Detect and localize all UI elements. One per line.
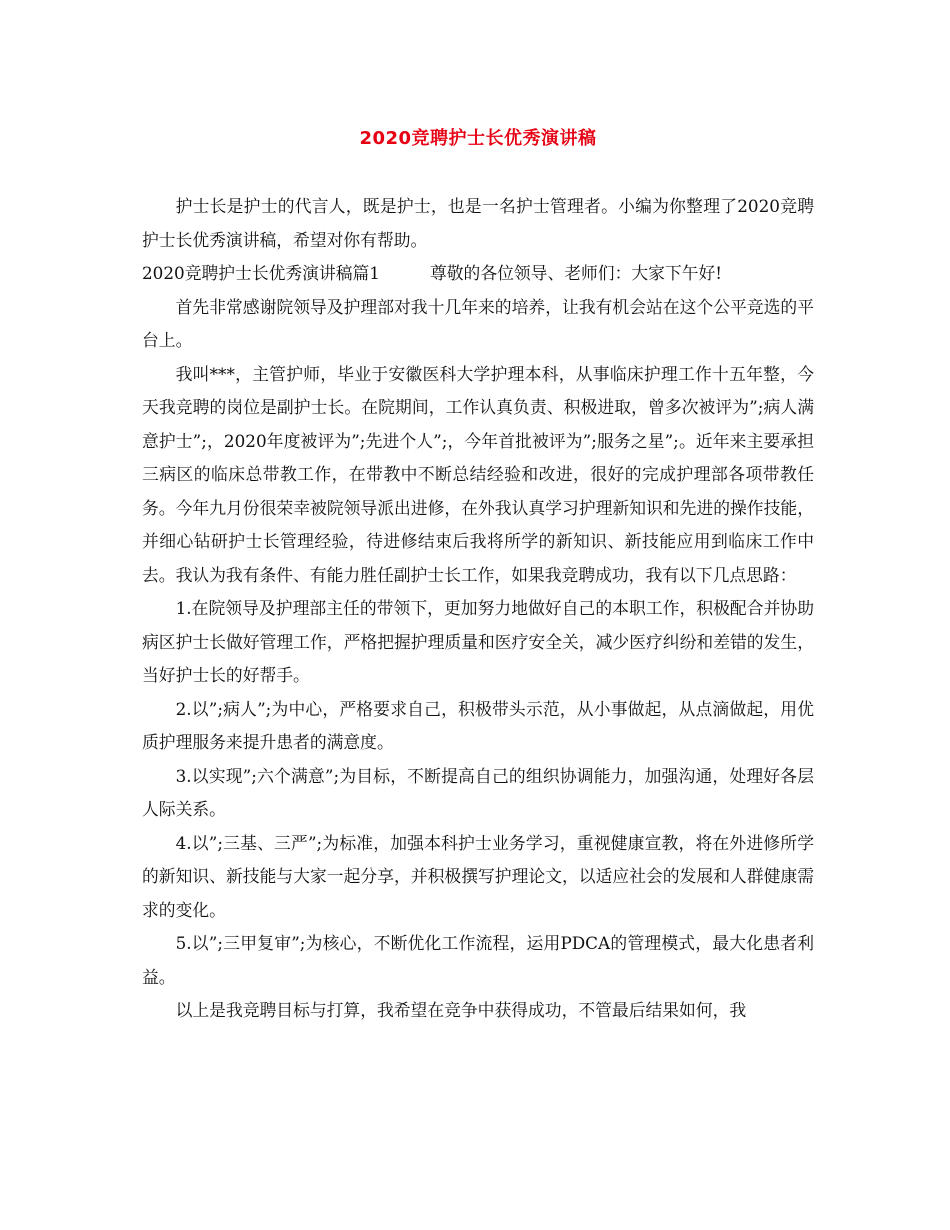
greeting: 尊敬的各位领导、老师们：大家下午好! bbox=[429, 263, 723, 283]
intro-paragraph: 护士长是护士的代言人，既是护士，也是一名护士管理者。小编为你整理了2020竞聘护士长优秀演讲稿，希望对你有帮助。 bbox=[142, 196, 814, 250]
document-body bbox=[142, 190, 814, 1028]
paragraph-closing: 以上是我竞聘目标与打算，我希望在竞争中获得成功，不管最后结果如何，我 bbox=[175, 1000, 747, 1020]
paragraph-point-4: 4.以”;三基、三严”;为标准，加强本科护士业务学习，重视健康宣教，将在外进修所学的新知识、新技能与大家一起分享，并积极撰写护理论文，以适应社会的发展和人群健康需求的变化。 bbox=[142, 832, 814, 920]
document-title: 2020竞聘护士长优秀演讲稿 bbox=[359, 128, 597, 149]
paragraph-self-introduction: 我叫***，主管护师，毕业于安徽医科大学护理本科，从事临床护理工作十五年整，今天我竞聘的岗位是副护士长。在院期间，工作认真负责、积极进取，曾多次被评为”;病人满意护士”;，2020年度被评为”;先进个人”;，今年首批被评为”;服务之星”;。近年来主要承担三病区的临床总带教工作，在带教中不断总结经验和改进，很好的完成护理部各项带教任务。今年九月份很荣幸被院领导派出进修，在外我认真学习护理新知识和先进的操作技能，并细心钻研护士长管理经验，待进修结束后我将所学的新知识、新技能应用到临床工作中去。我认为我有条件、有能力胜任副护士长工作，如果我竞聘成功，我有以下几点思路： bbox=[142, 363, 814, 585]
section-heading: 2020竞聘护士长优秀演讲稿篇1 bbox=[142, 263, 380, 283]
paragraph-point-1: 1.在院领导及护理部主任的带领下，更加努力地做好自己的本职工作，积极配合并协助病区护士长做好管理工作，严格把握护理质量和医疗安全关，减少医疗纠纷和差错的发生，当好护士长的好帮手。 bbox=[142, 598, 814, 685]
paragraph-point-3: 3.以实现”;六个满意”;为目标，不断提高自己的组织协调能力，加强沟通，处理好各层人际关系。 bbox=[142, 765, 814, 819]
paragraph-point-2: 2.以”;病人”;为中心，严格要求自己，积极带头示范，从小事做起，从点滴做起，用优质护理服务来提升患者的满意度。 bbox=[142, 698, 814, 752]
paragraph-thanks: 首先非常感谢院领导及护理部对我十几年来的培养，让我有机会站在这个公平竞选的平台上。 bbox=[142, 296, 814, 350]
paragraph-point-5: 5.以”;三甲复审”;为核心，不断优化工作流程，运用PDCA的管理模式，最大化患者利益。 bbox=[142, 933, 814, 987]
section-heading-line bbox=[142, 257, 814, 291]
